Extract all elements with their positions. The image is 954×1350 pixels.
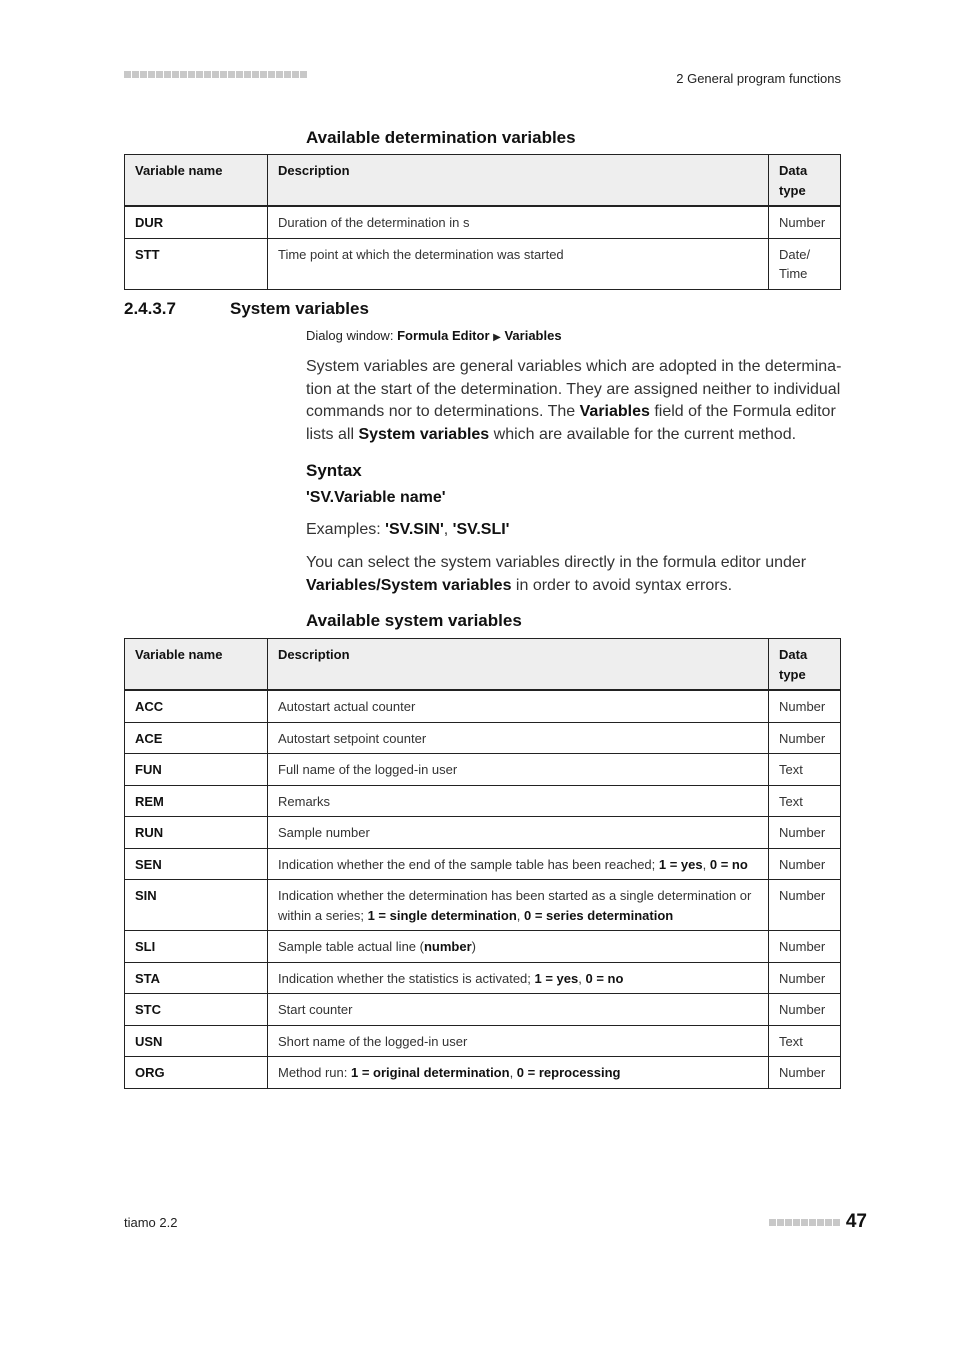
column-header: Variable name bbox=[125, 155, 268, 207]
data-type: Text bbox=[769, 1025, 841, 1057]
data-type: Number bbox=[769, 206, 841, 238]
determination-table-caption: Available determination variables bbox=[306, 128, 576, 147]
page-number: 47 bbox=[845, 1211, 867, 1232]
variable-name: SIN bbox=[125, 880, 268, 931]
data-type: Number bbox=[769, 962, 841, 994]
variable-description: Method run: 1 = original determination, 0 = reprocessing bbox=[268, 1057, 769, 1089]
variable-description: Full name of the logged-in user bbox=[268, 754, 769, 786]
section-heading bbox=[124, 299, 369, 319]
table-row bbox=[125, 785, 841, 817]
data-type: Number bbox=[769, 690, 841, 722]
examples-line: Examples: 'SV.SIN', 'SV.SLI' bbox=[306, 521, 510, 538]
table-row bbox=[125, 931, 841, 963]
determination-variables-table bbox=[124, 154, 841, 290]
variable-description: Indication whether the determination has been started as a single determination or within a series; 1 = single determination, 0 = series determination bbox=[268, 880, 769, 931]
footer-page bbox=[769, 1211, 867, 1233]
system-table-caption: Available system variables bbox=[306, 611, 522, 630]
variable-name: STA bbox=[125, 962, 268, 994]
data-type: Number bbox=[769, 848, 841, 880]
variable-name: ACC bbox=[125, 690, 268, 722]
table-row bbox=[125, 817, 841, 849]
variable-name: FUN bbox=[125, 754, 268, 786]
data-type: Number bbox=[769, 1057, 841, 1089]
variable-description: Indication whether the end of the sample table has been reached; 1 = yes, 0 = no bbox=[268, 848, 769, 880]
column-header: Variable name bbox=[125, 639, 268, 691]
data-type: Number bbox=[769, 722, 841, 754]
table-row bbox=[125, 848, 841, 880]
table-row bbox=[125, 1057, 841, 1089]
variable-description: Duration of the determination in s bbox=[268, 206, 769, 238]
table-header-row bbox=[125, 639, 841, 691]
variable-description: Time point at which the determination was started bbox=[268, 238, 769, 289]
variable-name: ORG bbox=[125, 1057, 268, 1089]
variable-name: ACE bbox=[125, 722, 268, 754]
column-header: Description bbox=[268, 155, 769, 207]
path-arrow-icon: ▶ bbox=[493, 332, 501, 343]
table-row bbox=[125, 880, 841, 931]
data-type: Text bbox=[769, 754, 841, 786]
variable-description: Sample number bbox=[268, 817, 769, 849]
table-row bbox=[125, 962, 841, 994]
column-header: Data type bbox=[769, 155, 841, 207]
table-row bbox=[125, 754, 841, 786]
variable-name: STC bbox=[125, 994, 268, 1026]
data-type: Number bbox=[769, 931, 841, 963]
variable-description: Indication whether the statistics is activated; 1 = yes, 0 = no bbox=[268, 962, 769, 994]
column-header: Data type bbox=[769, 639, 841, 691]
column-header: Description bbox=[268, 639, 769, 691]
intro-paragraph: System variables are general variables which are adopted in the determina- tion at the start of the determination. They are assigned neither to individual commands nor to determinations. The Variables field of the Formula editor lists all System variables which are available for the current method. bbox=[306, 358, 842, 443]
data-type: Number bbox=[769, 994, 841, 1026]
header-decoration bbox=[124, 71, 307, 78]
variable-description: Autostart setpoint counter bbox=[268, 722, 769, 754]
variable-name: SEN bbox=[125, 848, 268, 880]
section-title: System variables bbox=[230, 299, 369, 318]
dialog-path-variables: Variables bbox=[504, 328, 562, 343]
chapter-title: 2 General program functions bbox=[676, 71, 841, 86]
table-header-row bbox=[125, 155, 841, 207]
variable-name: STT bbox=[125, 238, 268, 289]
footer-decoration bbox=[769, 1219, 840, 1226]
data-type: Text bbox=[769, 785, 841, 817]
dialog-path-formula-editor: Formula Editor bbox=[397, 328, 490, 343]
variable-name: REM bbox=[125, 785, 268, 817]
table-row bbox=[125, 238, 841, 289]
footer-product: tiamo 2.2 bbox=[124, 1215, 178, 1230]
variable-description: Remarks bbox=[268, 785, 769, 817]
variable-name: DUR bbox=[125, 206, 268, 238]
table-row bbox=[125, 690, 841, 722]
variable-description: Start counter bbox=[268, 994, 769, 1026]
table-row bbox=[125, 1025, 841, 1057]
variable-description: Short name of the logged-in user bbox=[268, 1025, 769, 1057]
data-type: Date/ Time bbox=[769, 238, 841, 289]
variable-name: SLI bbox=[125, 931, 268, 963]
data-type: Number bbox=[769, 880, 841, 931]
variable-description: Autostart actual counter bbox=[268, 690, 769, 722]
select-paragraph: You can select the system variables directly in the formula editor under Variables/System variables in order to avoid syntax errors. bbox=[306, 554, 807, 594]
table-row bbox=[125, 722, 841, 754]
dialog-window-path: Dialog window: Formula Editor ▶ Variables bbox=[306, 328, 562, 343]
table-row bbox=[125, 994, 841, 1026]
variable-name: RUN bbox=[125, 817, 268, 849]
section-number: 2.4.3.7 bbox=[124, 299, 176, 318]
syntax-heading: Syntax bbox=[306, 461, 362, 480]
data-type: Number bbox=[769, 817, 841, 849]
variable-name: USN bbox=[125, 1025, 268, 1057]
system-variables-table bbox=[124, 638, 841, 1089]
syntax-value: 'SV.Variable name' bbox=[306, 489, 446, 506]
variable-description: Sample table actual line (number) bbox=[268, 931, 769, 963]
table-row bbox=[125, 206, 841, 238]
